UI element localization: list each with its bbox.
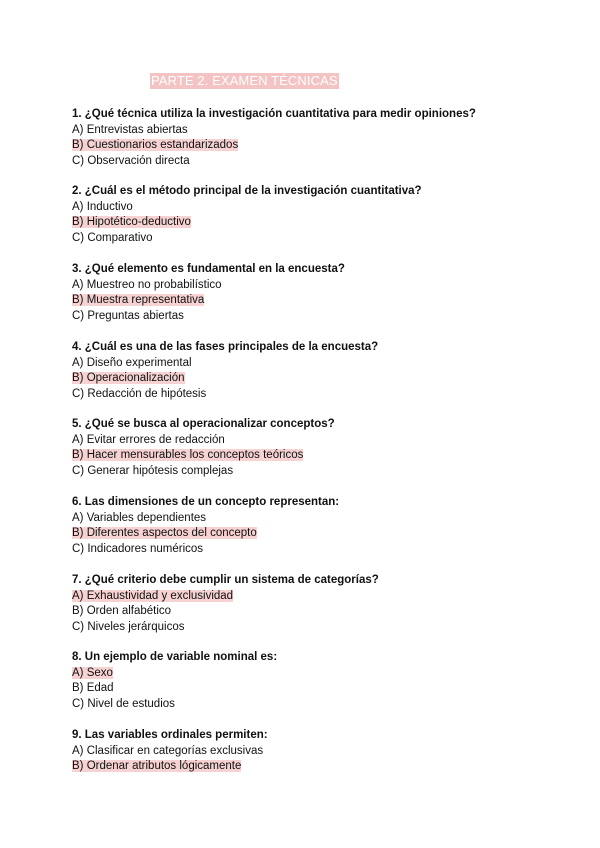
answer-option-a: A) Variables dependientes	[72, 511, 207, 524]
question-5	[72, 417, 572, 479]
answer-option-b: B) Orden alfabético	[72, 605, 172, 617]
answer-option-b-correct: B) Muestra representativa	[72, 294, 205, 306]
answer-option-b-correct: B) Operacionalización	[72, 372, 185, 384]
question-text: 4. ¿Cuál es una de las fases principales de la encuesta?	[72, 341, 379, 353]
question-text: 3. ¿Qué elemento es fundamental en la encuesta?	[72, 263, 345, 275]
answer-option-c: C) Observación directa	[72, 154, 190, 167]
answer-option-b-correct: B) Ordenar atributos lógicamente	[72, 760, 242, 772]
question-text: 2. ¿Cuál es el método principal de la investigación cuantitativa?	[72, 185, 422, 197]
answer-option-a: A) Diseño experimental	[72, 356, 192, 369]
question-1	[72, 107, 572, 169]
answer-option-c: C) Niveles jerárquicos	[72, 620, 185, 633]
answer-option-b-correct: B) Hipotético-deductivo	[72, 216, 191, 228]
question-text: 6. Las dimensiones de un concepto representan:	[72, 496, 340, 508]
question-6	[72, 495, 572, 557]
answer-option-c: C) Comparativo	[72, 231, 153, 244]
answer-option-a: A) Evitar errores de redacción	[72, 433, 225, 446]
answer-option-c: C) Preguntas abiertas	[72, 309, 184, 322]
question-7	[72, 573, 572, 635]
question-text: 8. Un ejemplo de variable nominal es:	[72, 651, 278, 663]
question-4	[72, 340, 572, 402]
question-8	[72, 650, 572, 712]
answer-option-b: B) Edad	[72, 682, 114, 694]
question-9	[72, 728, 572, 775]
question-text: 5. ¿Qué se busca al operacionalizar conceptos?	[72, 418, 335, 430]
answer-option-a-correct: A) Sexo	[72, 666, 113, 679]
page-title: PARTE 2. EXAMEN TÉCNICAS	[151, 73, 338, 88]
question-2	[72, 184, 572, 246]
answer-option-c: C) Indicadores numéricos	[72, 542, 204, 555]
answer-option-a: A) Muestreo no probabilístico	[72, 278, 222, 291]
question-3	[72, 262, 572, 324]
answer-option-c: C) Nivel de estudios	[72, 697, 175, 710]
answer-option-a-correct: A) Exhaustividad y exclusividad	[72, 589, 234, 602]
answer-option-a: A) Clasificar en categorías exclusivas	[72, 744, 264, 757]
answer-option-b-correct: B) Diferentes aspectos del concepto	[72, 527, 257, 539]
answer-option-b-correct: B) Hacer mensurables los conceptos teóricos	[72, 449, 304, 461]
answer-option-c: C) Redacción de hipótesis	[72, 387, 207, 400]
question-text: 7. ¿Qué criterio debe cumplir un sistema de categorías?	[72, 574, 379, 586]
answer-option-a: A) Inductivo	[72, 200, 133, 213]
answer-option-c: C) Generar hipótesis complejas	[72, 464, 234, 477]
answer-option-a: A) Entrevistas abiertas	[72, 123, 188, 136]
question-text: 9. Las variables ordinales permiten:	[72, 729, 268, 741]
answer-option-b-correct: B) Cuestionarios estandarizados	[72, 139, 239, 151]
question-text: 1. ¿Qué técnica utiliza la investigación cuantitativa para medir opiniones?	[72, 108, 476, 120]
